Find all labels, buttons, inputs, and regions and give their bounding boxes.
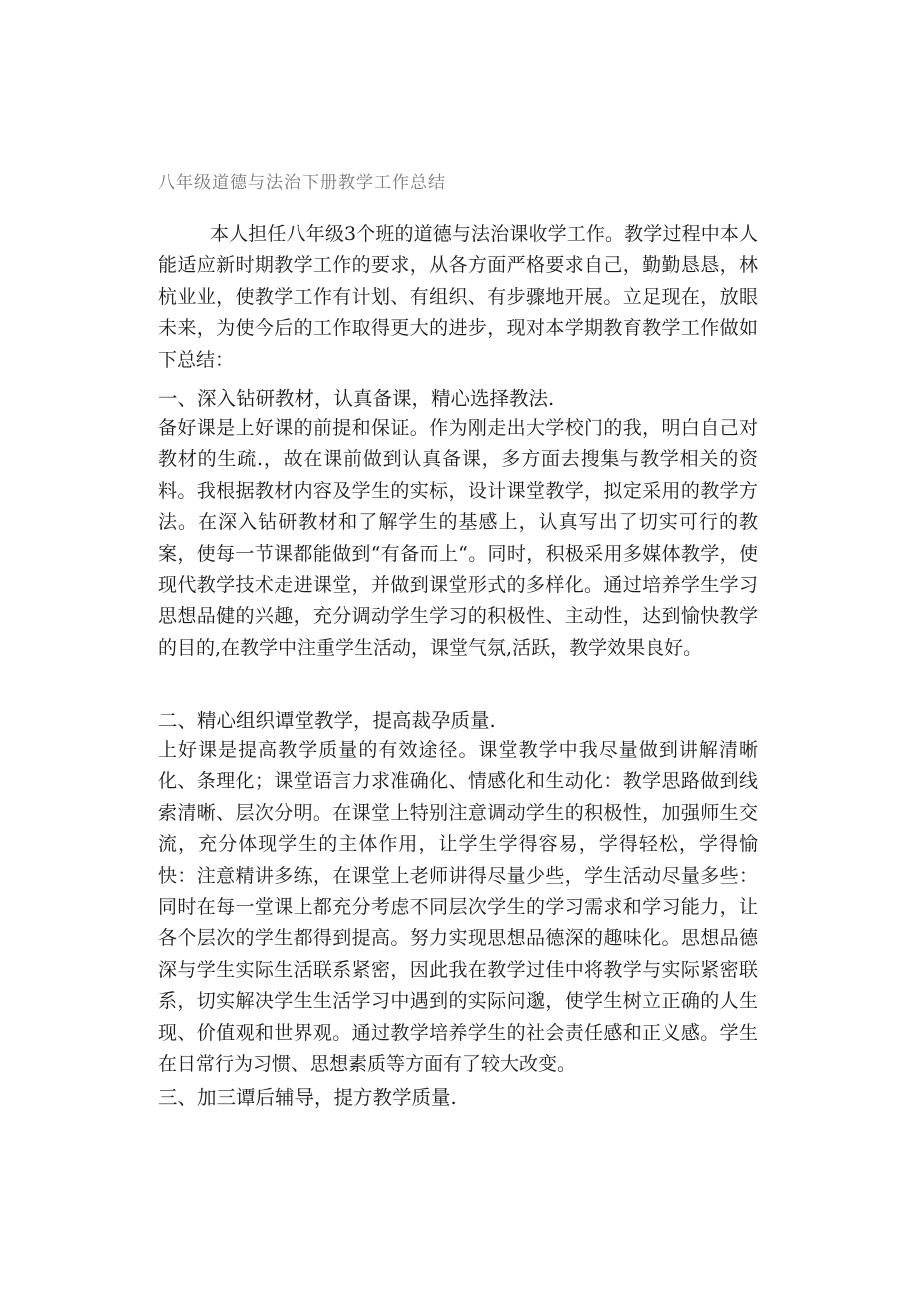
section-3-heading: 三、加三谭后辅导，提方教学质量. bbox=[158, 1086, 457, 1109]
section-1-body: 备好课是上好课的前提和保证。作为刚走出大学校门的我，明白自己对教材的生疏.，故在课前做到认真备课，多方面去搜集与教学相关的资料。我根据教材内容及学生的实标，设计课堂教学，拟定采用的教学方法。在深入钻研教材和了解学生的基感上，认真写出了切实可行的教案，使每一节课都能做到“有备而上“。同时，积极采用多媒体教学，使现代教学技术走进课堂，并做到课堂形式的多样化。通过培养学生学习思想品健的兴趣，充分调动学生学习的积极性、主动性，达到愉快教学的目的,在教学中注重学生活动，课堂气氛,活跃，教学效果良好。 bbox=[158, 417, 758, 659]
section-2-body: 上好课是提高教学质量的有效途径。课堂教学中我尽量做到讲解清晰化、条理化；课堂语言力求准确化、情感化和生动化：教学思路做到线索清晰、层次分明。在课堂上特别注意调动学生的积极性，加强师生交流，充分体现学生的主体作用，让学生学得容易，学得轻松，学得愉快：注意精讲多练，在课堂上老师讲得尽量少些，学生活动尽量多些：同时在每一堂课上都充分考虑不同层次学生的学习需求和学习能力，让各个层次的学生都得到提高。努力实现思想品德深的趣味化。思想品德深与学生实际生活联系紧密，因此我在教学过佳中将教学与实际紧密联系，切实解决学生生活学习中遇到的实际问邈，使学生树立正确的人生现、价值观和世界观。通过教学培养学生的社会责任感和正义感。学生在日常行为习惯、思想素质等方面有了较大改变。 bbox=[158, 739, 758, 1076]
intro-paragraph: 本人担任八年级3个班的道德与法治课收学工作。教学过程中本人能适应新时期教学工作的要求，从各方面严格要求自己，勤勤恳恳，林杭业业，使教学工作有计划、有组织、有步骤地开展。立足现在，放眼未来，为使今后的工作取得更大的进步，现对本学期教育教学工作做如下总结： bbox=[158, 223, 758, 371]
document-title: 八年级道德与法治下册教学工作总结 bbox=[158, 173, 446, 193]
section-2-heading: 二、精心组织谭堂教学，提高裁孕质量. bbox=[158, 709, 496, 732]
section-1-heading: 一、深入钻研教材，认真备课，精心选择教法. bbox=[158, 387, 555, 410]
